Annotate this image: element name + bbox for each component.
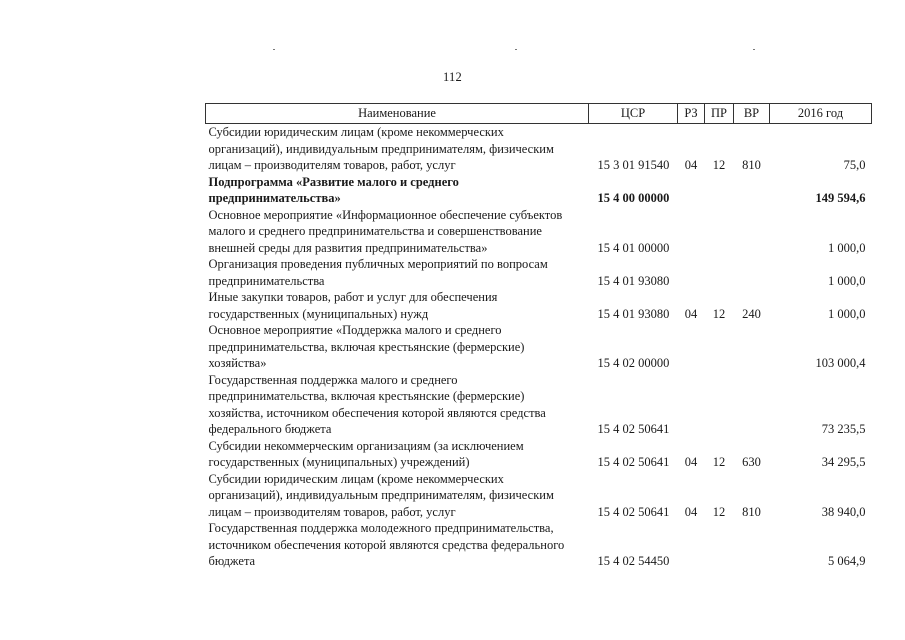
row-csr: 15 4 00 00000 [597, 191, 670, 205]
row-name-line: предпринимательства» [208, 191, 341, 205]
row-amount: 5 064,9 [828, 554, 866, 568]
row-name-line: лицам – производителям товаров, работ, услуг [208, 504, 456, 519]
row-rz: 04 [684, 306, 698, 321]
row-vr [734, 520, 770, 570]
scan-speck [273, 49, 275, 50]
row-rz [678, 256, 705, 289]
row-vr [734, 322, 770, 372]
row-amount: 75,0 [843, 158, 866, 172]
table-row [206, 471, 872, 521]
row-name-line: Субсидии юридическим лицам (кроме некоммерческих [208, 471, 504, 486]
row-pr: 12 [712, 455, 726, 469]
row-amount: 1 000,0 [828, 240, 866, 255]
header-vr: ВР [734, 104, 770, 124]
row-amount: 73 235,5 [821, 422, 866, 436]
row-name-line: хозяйства, источником обеспечения которой являются средства [208, 405, 546, 420]
row-rz [678, 372, 705, 438]
header-rz: РЗ [678, 104, 705, 124]
row-pr [705, 174, 734, 207]
row-name-line: внешней среды для развития предпринимательства» [208, 240, 488, 255]
row-vr: 810 [742, 158, 761, 172]
table-row [206, 124, 872, 174]
row-name [206, 207, 589, 257]
row-name-line: организаций), индивидуальным предпринимателям, физическим [208, 488, 554, 502]
header-csr: ЦСР [589, 104, 678, 124]
row-name [206, 289, 589, 322]
row-rz: 04 [684, 158, 698, 172]
table-row [206, 438, 872, 471]
table-row [206, 289, 872, 322]
row-pr [705, 520, 734, 570]
row-vr: 630 [742, 455, 761, 469]
row-name [206, 256, 589, 289]
row-csr: 15 4 02 50641 [597, 422, 670, 436]
row-csr: 15 4 01 00000 [597, 240, 670, 255]
row-name [206, 322, 589, 372]
row-vr [734, 256, 770, 289]
table-row [206, 372, 872, 438]
table-row [206, 520, 872, 570]
row-vr: 810 [742, 504, 761, 519]
row-amount: 1 000,0 [828, 273, 866, 288]
row-pr [705, 256, 734, 289]
row-name-line: государственных (муниципальных) учреждений) [208, 455, 470, 469]
row-name-line: Иные закупки товаров, работ и услуг для обеспечения [208, 290, 498, 304]
row-pr: 12 [712, 158, 726, 172]
row-pr [705, 322, 734, 372]
row-rz: 04 [684, 455, 698, 469]
table-header-row [206, 104, 872, 124]
row-pr: 12 [712, 306, 726, 321]
row-name-line: Государственная поддержка молодежного предпринимательства, [208, 521, 554, 535]
row-amount: 34 295,5 [821, 455, 866, 469]
header-amount: 2016 год [770, 104, 872, 124]
row-csr: 15 4 02 00000 [597, 356, 670, 370]
row-name-line: предпринимательства [208, 273, 325, 288]
table-body [206, 124, 872, 570]
row-name-line: Субсидии некоммерческим организациям (за исключением [208, 438, 524, 453]
row-name-line: государственных (муниципальных) нужд [208, 306, 429, 321]
page-number: 112 [443, 70, 462, 84]
row-name-line: бюджета [208, 554, 256, 568]
scan-speck [753, 49, 755, 50]
row-rz [678, 520, 705, 570]
row-name-line: Основное мероприятие «Поддержка малого и среднего [208, 323, 502, 337]
row-name-line: Основное мероприятие «Информационное обеспечение субъектов [208, 207, 563, 222]
row-name-line: организаций), индивидуальным предпринимателям, физическим [208, 141, 554, 156]
row-name [206, 471, 589, 521]
table-row [206, 322, 872, 372]
row-vr [734, 372, 770, 438]
row-name [206, 438, 589, 471]
row-vr: 240 [742, 306, 761, 321]
header-pr: ПР [705, 104, 734, 124]
row-rz: 04 [684, 504, 698, 519]
row-name-line: Субсидии юридическим лицам (кроме некоммерческих [208, 125, 504, 139]
row-name [206, 520, 589, 570]
header-name: Наименование [206, 104, 589, 124]
row-name-line: малого и среднего предпринимательства и совершенствование [208, 224, 542, 238]
row-pr [705, 372, 734, 438]
row-csr: 15 4 02 50641 [597, 504, 670, 519]
row-csr: 15 4 01 93080 [597, 273, 670, 288]
row-rz [678, 174, 705, 207]
row-name-line: хозяйства» [208, 356, 267, 370]
row-name-line: Государственная поддержка малого и среднего [208, 372, 458, 387]
table-row [206, 256, 872, 289]
row-csr: 15 4 01 93080 [597, 306, 670, 321]
table-row [206, 174, 872, 207]
row-rz [678, 322, 705, 372]
row-vr [734, 207, 770, 257]
row-pr: 12 [712, 504, 726, 519]
table-row [206, 207, 872, 257]
row-amount: 149 594,6 [815, 191, 866, 205]
row-name-line: предпринимательства, включая крестьянские (фермерские) [208, 389, 525, 403]
row-csr: 15 4 02 54450 [597, 554, 670, 568]
row-name [206, 372, 589, 438]
budget-table [205, 103, 872, 570]
row-csr: 15 3 01 91540 [597, 158, 670, 172]
row-csr: 15 4 02 50641 [597, 455, 670, 469]
row-name-line: Организация проведения публичных мероприятий по вопросам [208, 257, 548, 271]
row-rz [678, 207, 705, 257]
row-name-line: лицам – производителям товаров, работ, услуг [208, 158, 456, 172]
row-pr [705, 207, 734, 257]
row-amount: 103 000,4 [815, 356, 866, 370]
row-name-line: федерального бюджета [208, 422, 332, 436]
row-name-line: предпринимательства, включая крестьянские (фермерские) [208, 339, 525, 354]
row-name-line: источником обеспечения которой являются средства федерального [208, 537, 565, 552]
row-name [206, 174, 589, 207]
row-amount: 1 000,0 [828, 306, 866, 321]
row-name [206, 124, 589, 174]
row-amount: 38 940,0 [821, 504, 866, 519]
row-name-line: Подпрограмма «Развитие малого и среднего [208, 174, 459, 189]
scan-speck [515, 49, 517, 50]
row-vr [734, 174, 770, 207]
